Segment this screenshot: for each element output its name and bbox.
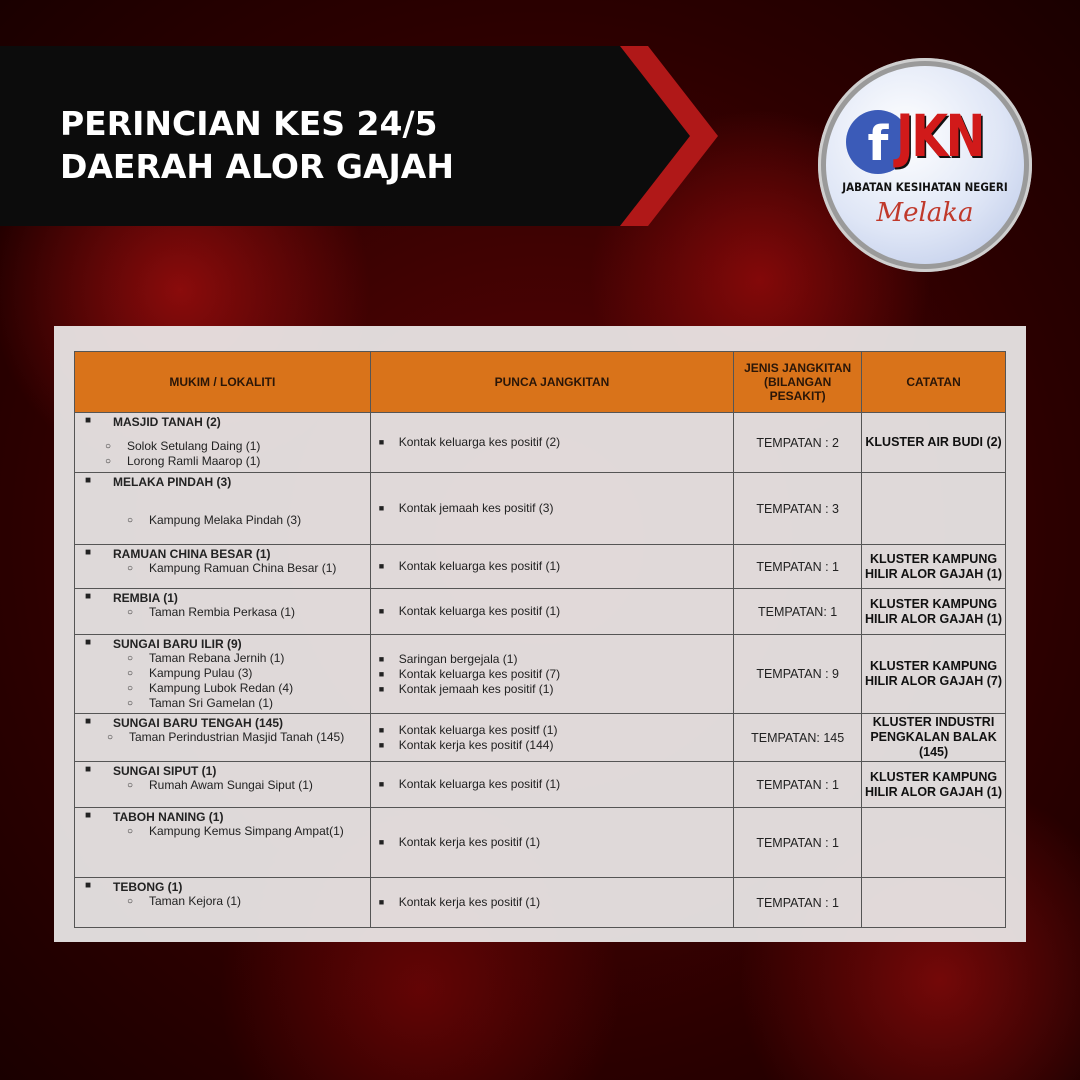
mukim-label: TABOH NANING (1) bbox=[113, 810, 224, 824]
mukim-cell bbox=[75, 762, 371, 808]
locality-label: Taman Rebana Jernih (1) bbox=[149, 651, 285, 665]
jenis-cell: TEMPATAN : 1 bbox=[734, 545, 862, 589]
mukim-cell bbox=[75, 413, 371, 473]
punca-item bbox=[377, 604, 727, 619]
locality-item bbox=[81, 605, 364, 620]
bullet-square-icon: ■ bbox=[378, 724, 385, 735]
punca-cell bbox=[370, 635, 733, 714]
locality-item bbox=[81, 778, 364, 793]
mukim-cell bbox=[75, 635, 371, 714]
table-row bbox=[75, 762, 1006, 808]
catatan-cell: KLUSTER KAMPUNG HILIR ALOR GAJAH (1) bbox=[862, 762, 1006, 808]
bullet-square-icon: ■ bbox=[85, 637, 92, 648]
punca-item bbox=[377, 895, 727, 910]
punca-label: Kontak keluarga kes positif (1) bbox=[398, 559, 561, 573]
mukim-label: MELAKA PINDAH (3) bbox=[113, 475, 232, 489]
mukim-cell bbox=[75, 808, 371, 878]
bullet-square-icon: ■ bbox=[378, 837, 385, 847]
punca-item bbox=[377, 835, 727, 850]
punca-label: Kontak keluarga kes positif (1) bbox=[398, 604, 561, 618]
jenis-cell: TEMPATAN : 1 bbox=[734, 762, 862, 808]
punca-label: Kontak jemaah kes positif (3) bbox=[398, 501, 554, 515]
mukim-cell bbox=[75, 714, 371, 762]
title-line-1: PERINCIAN KES 24/5 bbox=[60, 104, 438, 143]
bullet-square-icon: ■ bbox=[378, 606, 385, 616]
locality-item bbox=[81, 513, 364, 528]
bullet-square-icon: ■ bbox=[378, 503, 385, 513]
punca-cell bbox=[370, 762, 733, 808]
locality-label: Rumah Awam Sungai Siput (1) bbox=[149, 778, 313, 792]
catatan-cell bbox=[862, 473, 1006, 545]
table-row bbox=[75, 545, 1006, 589]
bullet-circle-icon: ○ bbox=[127, 780, 134, 791]
punca-item bbox=[377, 723, 727, 738]
punca-label: Kontak kerja kes positif (1) bbox=[398, 895, 541, 909]
catatan-cell: KLUSTER INDUSTRI PENGKALAN BALAK (145) bbox=[862, 714, 1006, 762]
logo-subtitle: JABATAN KESIHATAN NEGERI bbox=[842, 180, 1008, 194]
title-line-2: DAERAH ALOR GAJAH bbox=[60, 147, 454, 186]
table-row bbox=[75, 878, 1006, 928]
locality-item bbox=[81, 894, 364, 909]
mukim-cell bbox=[75, 545, 371, 589]
table-row bbox=[75, 714, 1006, 762]
punca-item bbox=[377, 682, 727, 697]
mukim-name bbox=[81, 547, 364, 561]
locality-item bbox=[81, 439, 364, 454]
bullet-square-icon: ■ bbox=[378, 779, 385, 789]
bullet-square-icon: ■ bbox=[378, 653, 385, 664]
punca-item bbox=[377, 559, 727, 574]
punca-label: Saringan bergejala (1) bbox=[398, 651, 518, 666]
locality-item bbox=[81, 696, 364, 711]
logo-jkn-text: JKN bbox=[896, 102, 983, 170]
header-punca: PUNCA JANGKITAN bbox=[370, 352, 733, 413]
bullet-circle-icon: ○ bbox=[107, 732, 114, 743]
logo-script: Melaka bbox=[876, 198, 974, 228]
mukim-cell bbox=[75, 878, 371, 928]
bullet-circle-icon: ○ bbox=[127, 668, 134, 679]
header-mukim: MUKIM / LOKALITI bbox=[75, 352, 371, 413]
locality-item bbox=[81, 561, 364, 576]
locality-label: Taman Rembia Perkasa (1) bbox=[149, 605, 296, 619]
catatan-cell bbox=[862, 878, 1006, 928]
jenis-cell: TEMPATAN: 145 bbox=[734, 714, 862, 762]
bullet-circle-icon: ○ bbox=[127, 698, 134, 709]
locality-label: Taman Sri Gamelan (1) bbox=[149, 696, 274, 710]
bullet-circle-icon: ○ bbox=[127, 896, 134, 907]
mukim-label: SUNGAI BARU TENGAH (145) bbox=[113, 716, 284, 730]
punca-label: Kontak keluarga kes positif (2) bbox=[398, 435, 561, 449]
punca-cell bbox=[370, 413, 733, 473]
bullet-circle-icon: ○ bbox=[127, 653, 134, 664]
table-row bbox=[75, 635, 1006, 714]
bullet-square-icon: ■ bbox=[85, 810, 92, 821]
punca-label: Kontak keluarga kes positif (7) bbox=[398, 666, 561, 681]
bullet-square-icon: ■ bbox=[85, 880, 92, 891]
bullet-square-icon: ■ bbox=[378, 897, 385, 907]
bullet-circle-icon: ○ bbox=[127, 607, 134, 618]
locality-label: Kampung Melaka Pindah (3) bbox=[149, 513, 302, 527]
punca-label: Kontak kerja kes positif (1) bbox=[398, 835, 541, 849]
mukim-name bbox=[81, 716, 364, 730]
bullet-square-icon: ■ bbox=[85, 547, 92, 558]
mukim-label: REMBIA (1) bbox=[113, 591, 178, 605]
punca-label: Kontak jemaah kes positif (1) bbox=[398, 681, 554, 696]
mukim-label: MASJID TANAH (2) bbox=[113, 415, 221, 429]
bullet-square-icon: ■ bbox=[378, 437, 385, 447]
mukim-label: RAMUAN CHINA BESAR (1) bbox=[113, 547, 271, 561]
table-row bbox=[75, 413, 1006, 473]
punca-cell bbox=[370, 589, 733, 635]
mukim-label: SUNGAI BARU ILIR (9) bbox=[113, 637, 242, 651]
punca-cell bbox=[370, 473, 733, 545]
locality-label: Kampung Pulau (3) bbox=[149, 666, 253, 680]
punca-item bbox=[377, 738, 727, 753]
bullet-square-icon: ■ bbox=[378, 683, 385, 694]
mukim-cell bbox=[75, 589, 371, 635]
table-header-row bbox=[75, 352, 1006, 413]
locality-label: Kampung Lubok Redan (4) bbox=[149, 681, 294, 695]
bullet-square-icon: ■ bbox=[378, 739, 385, 750]
punca-cell bbox=[370, 545, 733, 589]
jenis-cell: TEMPATAN: 1 bbox=[734, 589, 862, 635]
jkn-melaka-logo bbox=[818, 58, 1032, 272]
bullet-square-icon: ■ bbox=[85, 716, 92, 727]
catatan-cell: KLUSTER KAMPUNG HILIR ALOR GAJAH (1) bbox=[862, 589, 1006, 635]
mukim-name bbox=[81, 415, 364, 429]
locality-item bbox=[81, 681, 364, 696]
locality-label: Kampung Kemus Simpang Ampat(1) bbox=[149, 824, 344, 838]
locality-label: Kampung Ramuan China Besar (1) bbox=[149, 561, 337, 575]
bullet-square-icon: ■ bbox=[85, 415, 92, 426]
mukim-label: SUNGAI SIPUT (1) bbox=[113, 764, 217, 778]
header-jenis: JENIS JANGKITAN (BILANGAN PESAKIT) bbox=[734, 352, 862, 413]
catatan-cell: KLUSTER AIR BUDI (2) bbox=[862, 413, 1006, 473]
mukim-label: TEBONG (1) bbox=[113, 880, 183, 894]
bullet-circle-icon: ○ bbox=[105, 441, 112, 452]
bullet-square-icon: ■ bbox=[85, 591, 92, 602]
punca-item bbox=[377, 435, 727, 450]
bullet-square-icon: ■ bbox=[85, 764, 92, 775]
bullet-square-icon: ■ bbox=[378, 561, 385, 571]
header-catatan: CATATAN bbox=[862, 352, 1006, 413]
bullet-circle-icon: ○ bbox=[127, 563, 134, 574]
table-row bbox=[75, 589, 1006, 635]
bullet-circle-icon: ○ bbox=[127, 826, 134, 837]
mukim-name bbox=[81, 880, 364, 894]
jenis-cell: TEMPATAN : 9 bbox=[734, 635, 862, 714]
facebook-icon: f bbox=[846, 110, 910, 174]
locality-item bbox=[81, 666, 364, 681]
punca-cell bbox=[370, 808, 733, 878]
punca-label: Kontak keluarga kes positf (1) bbox=[398, 722, 558, 737]
mukim-name bbox=[81, 637, 364, 651]
table-row bbox=[75, 473, 1006, 545]
case-table-panel bbox=[54, 326, 1026, 942]
bullet-circle-icon: ○ bbox=[105, 456, 112, 467]
mukim-name bbox=[81, 764, 364, 778]
page-title bbox=[60, 102, 454, 188]
jenis-cell: TEMPATAN : 1 bbox=[734, 878, 862, 928]
punca-item bbox=[377, 667, 727, 682]
punca-item bbox=[377, 501, 727, 516]
mukim-cell bbox=[75, 473, 371, 545]
punca-cell bbox=[370, 878, 733, 928]
locality-item bbox=[81, 651, 364, 666]
mukim-name bbox=[81, 591, 364, 605]
locality-item bbox=[81, 730, 364, 745]
locality-label: Taman Kejora (1) bbox=[149, 894, 242, 908]
mukim-name bbox=[81, 810, 364, 824]
locality-label: Lorong Ramli Maarop (1) bbox=[127, 454, 261, 468]
bullet-circle-icon: ○ bbox=[127, 683, 134, 694]
punca-cell bbox=[370, 714, 733, 762]
jenis-cell: TEMPATAN : 1 bbox=[734, 808, 862, 878]
locality-item bbox=[81, 824, 364, 839]
logo-face bbox=[826, 66, 1024, 264]
locality-label: Taman Perindustrian Masjid Tanah (145) bbox=[129, 730, 345, 744]
punca-label: Kontak kerja kes positif (144) bbox=[398, 737, 554, 752]
jenis-cell: TEMPATAN : 3 bbox=[734, 473, 862, 545]
catatan-cell bbox=[862, 808, 1006, 878]
punca-label: Kontak keluarga kes positif (1) bbox=[398, 777, 561, 791]
catatan-cell: KLUSTER KAMPUNG HILIR ALOR GAJAH (1) bbox=[862, 545, 1006, 589]
punca-item bbox=[377, 652, 727, 667]
case-table bbox=[74, 351, 1006, 928]
mukim-name bbox=[81, 475, 364, 489]
bullet-square-icon: ■ bbox=[85, 475, 92, 486]
bullet-square-icon: ■ bbox=[378, 668, 385, 679]
table-row bbox=[75, 808, 1006, 878]
locality-item bbox=[81, 454, 364, 469]
locality-label: Solok Setulang Daing (1) bbox=[127, 439, 261, 453]
bullet-circle-icon: ○ bbox=[127, 515, 134, 526]
catatan-cell: KLUSTER KAMPUNG HILIR ALOR GAJAH (7) bbox=[862, 635, 1006, 714]
jenis-cell: TEMPATAN : 2 bbox=[734, 413, 862, 473]
punca-item bbox=[377, 777, 727, 792]
